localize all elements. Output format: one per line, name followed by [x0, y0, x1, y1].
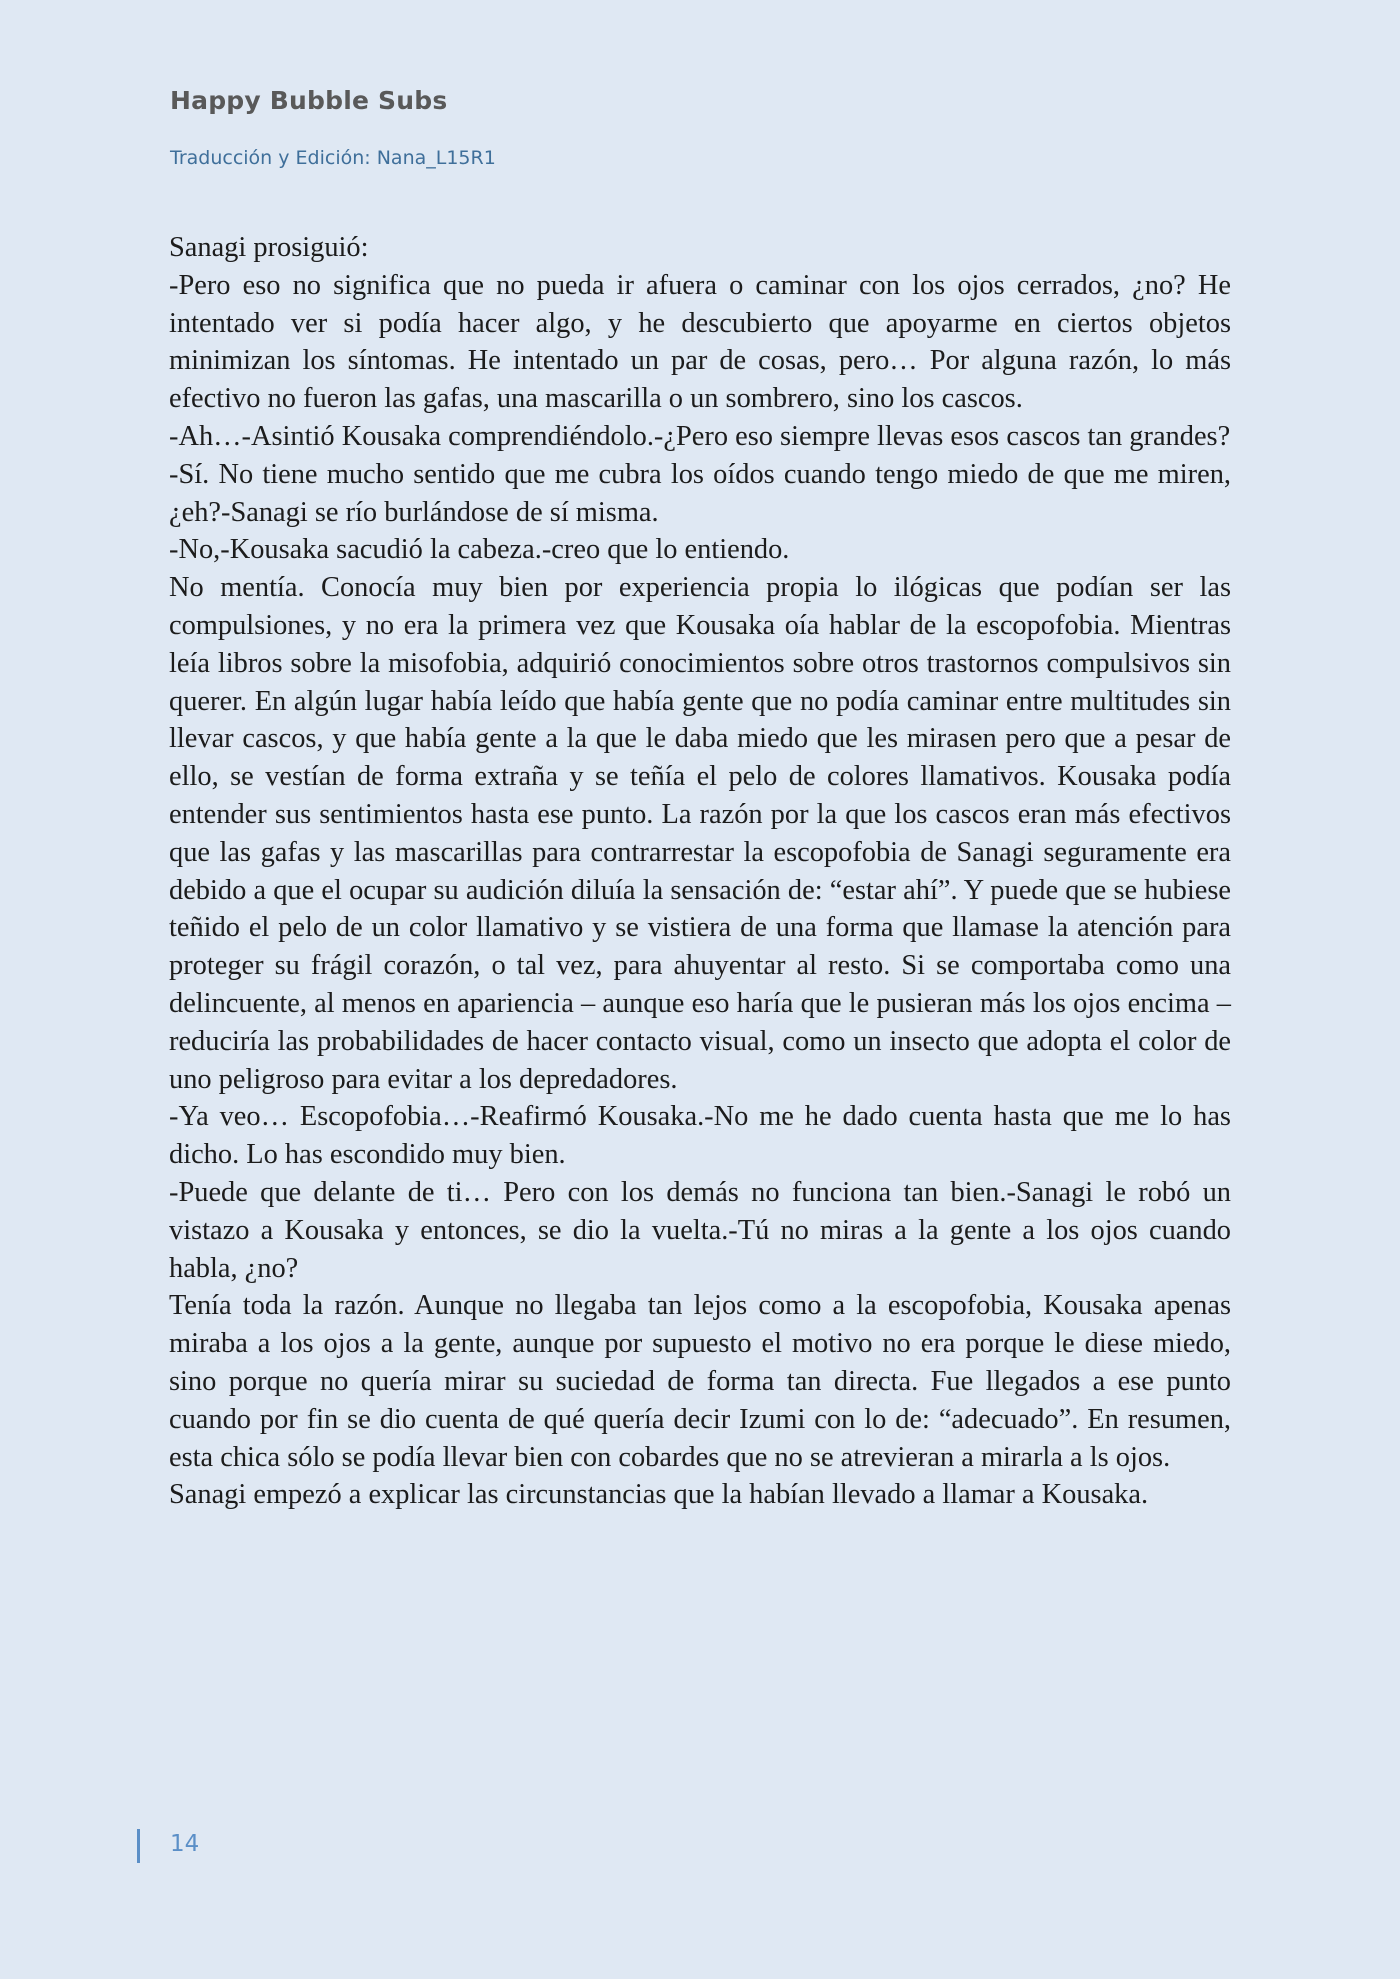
paragraph: -Ya veo… Escopofobia…-Reafirmó Kousaka.-No me he dado cuenta hasta que me lo has dicho. Lo has escondido muy bien. [169, 1101, 1231, 1171]
paragraph: -Pero eso no significa que no pueda ir afuera o caminar con los ojos cerrados, ¿no? He intentado ver si podía hacer algo, y he descubierto que apoyarme en ciertos objetos minimizan los síntomas. He intentado un par de cosas, pero… Por alguna razón, lo más efectivo no fueron las gafas, una mascarilla o un sombrero, sino los cascos. [169, 269, 1231, 415]
paragraph: -No,-Kousaka sacudió la cabeza.-creo que lo entiendo. [169, 534, 790, 566]
header-title: Happy Bubble Subs [170, 86, 448, 115]
paragraph: Sanagi prosiguió: [169, 232, 369, 263]
page-number: 14 [170, 1831, 200, 1857]
paragraph: -Sí. No tiene mucho sentido que me cubra los oídos cuando tengo miedo de que me miren, ¿eh?-Sanagi se río burlándose de sí misma. [169, 458, 1231, 528]
header-subtitle: Traducción y Edición: Nana_L15R1 [170, 147, 496, 169]
footer-accent-bar [137, 1829, 140, 1863]
body-text [169, 229, 1231, 1514]
paragraph: Tenía toda la razón. Aunque no llegaba tan lejos como a la escopofobia, Kousaka apenas miraba a los ojos a la gente, aunque por supuesto el motivo no era porque le diese miedo, sino porque no quería mirar su suciedad de forma tan directa. Fue llegados a ese punto cuando por fin se dio cuenta de qué quería decir Izumi con lo de: “adecuado”. En resumen, esta chica sólo se podía llevar bien con cobardes que no se atrevieran a mirarla a ls ojos. [169, 1290, 1231, 1473]
paragraph: Sanagi empezó a explicar las circunstancias que la habían llevado a llamar a Kousaka. [169, 1479, 1149, 1511]
paragraph: -Ah…-Asintió Kousaka comprendiéndolo.-¿Pero eso siempre llevas esos cascos tan grandes? [169, 420, 1231, 452]
paragraph: -Puede que delante de ti… Pero con los demás no funciona tan bien.-Sanagi le robó un vistazo a Kousaka y entonces, se dio la vuelta.-Tú no miras a la gente a los ojos cuando habla, ¿no? [169, 1176, 1231, 1284]
paragraph: No mentía. Conocía muy bien por experiencia propia lo ilógicas que podían ser las compulsiones, y no era la primera vez que Kousaka oía hablar de la escopofobia. Mientras leía libros sobre la misofobia, adquirió conocimientos sobre otros trastornos compulsivos sin querer. En algún lugar había leído que había gente que no podía caminar entre multitudes sin llevar cascos, y que había gente a la que le daba miedo que les mirasen pero que a pesar de ello, se vestían de forma extraña y se teñía el pelo de colores llamativos. Kousaka podía entender sus sentimientos hasta ese punto. La razón por la que los cascos eran más efectivos que las gafas y las mascarillas para contrarrestar la escopofobia de Sanagi seguramente era debido a que el ocupar su audición diluía la sensación de: “estar ahí”. Y puede que se hubiese teñido el pelo de un color llamativo y se vistiera de una forma que llamase la atención para proteger su frágil corazón, o tal vez, para ahuyentar al resto. Si se comportaba como una delincuente, al menos en apariencia – aunque eso haría que le pusieran más los ojos encima – reduciría las probabilidades de hacer contacto visual, como un insecto que adopta el color de uno peligroso para evitar a los depredadores. [169, 572, 1231, 1095]
